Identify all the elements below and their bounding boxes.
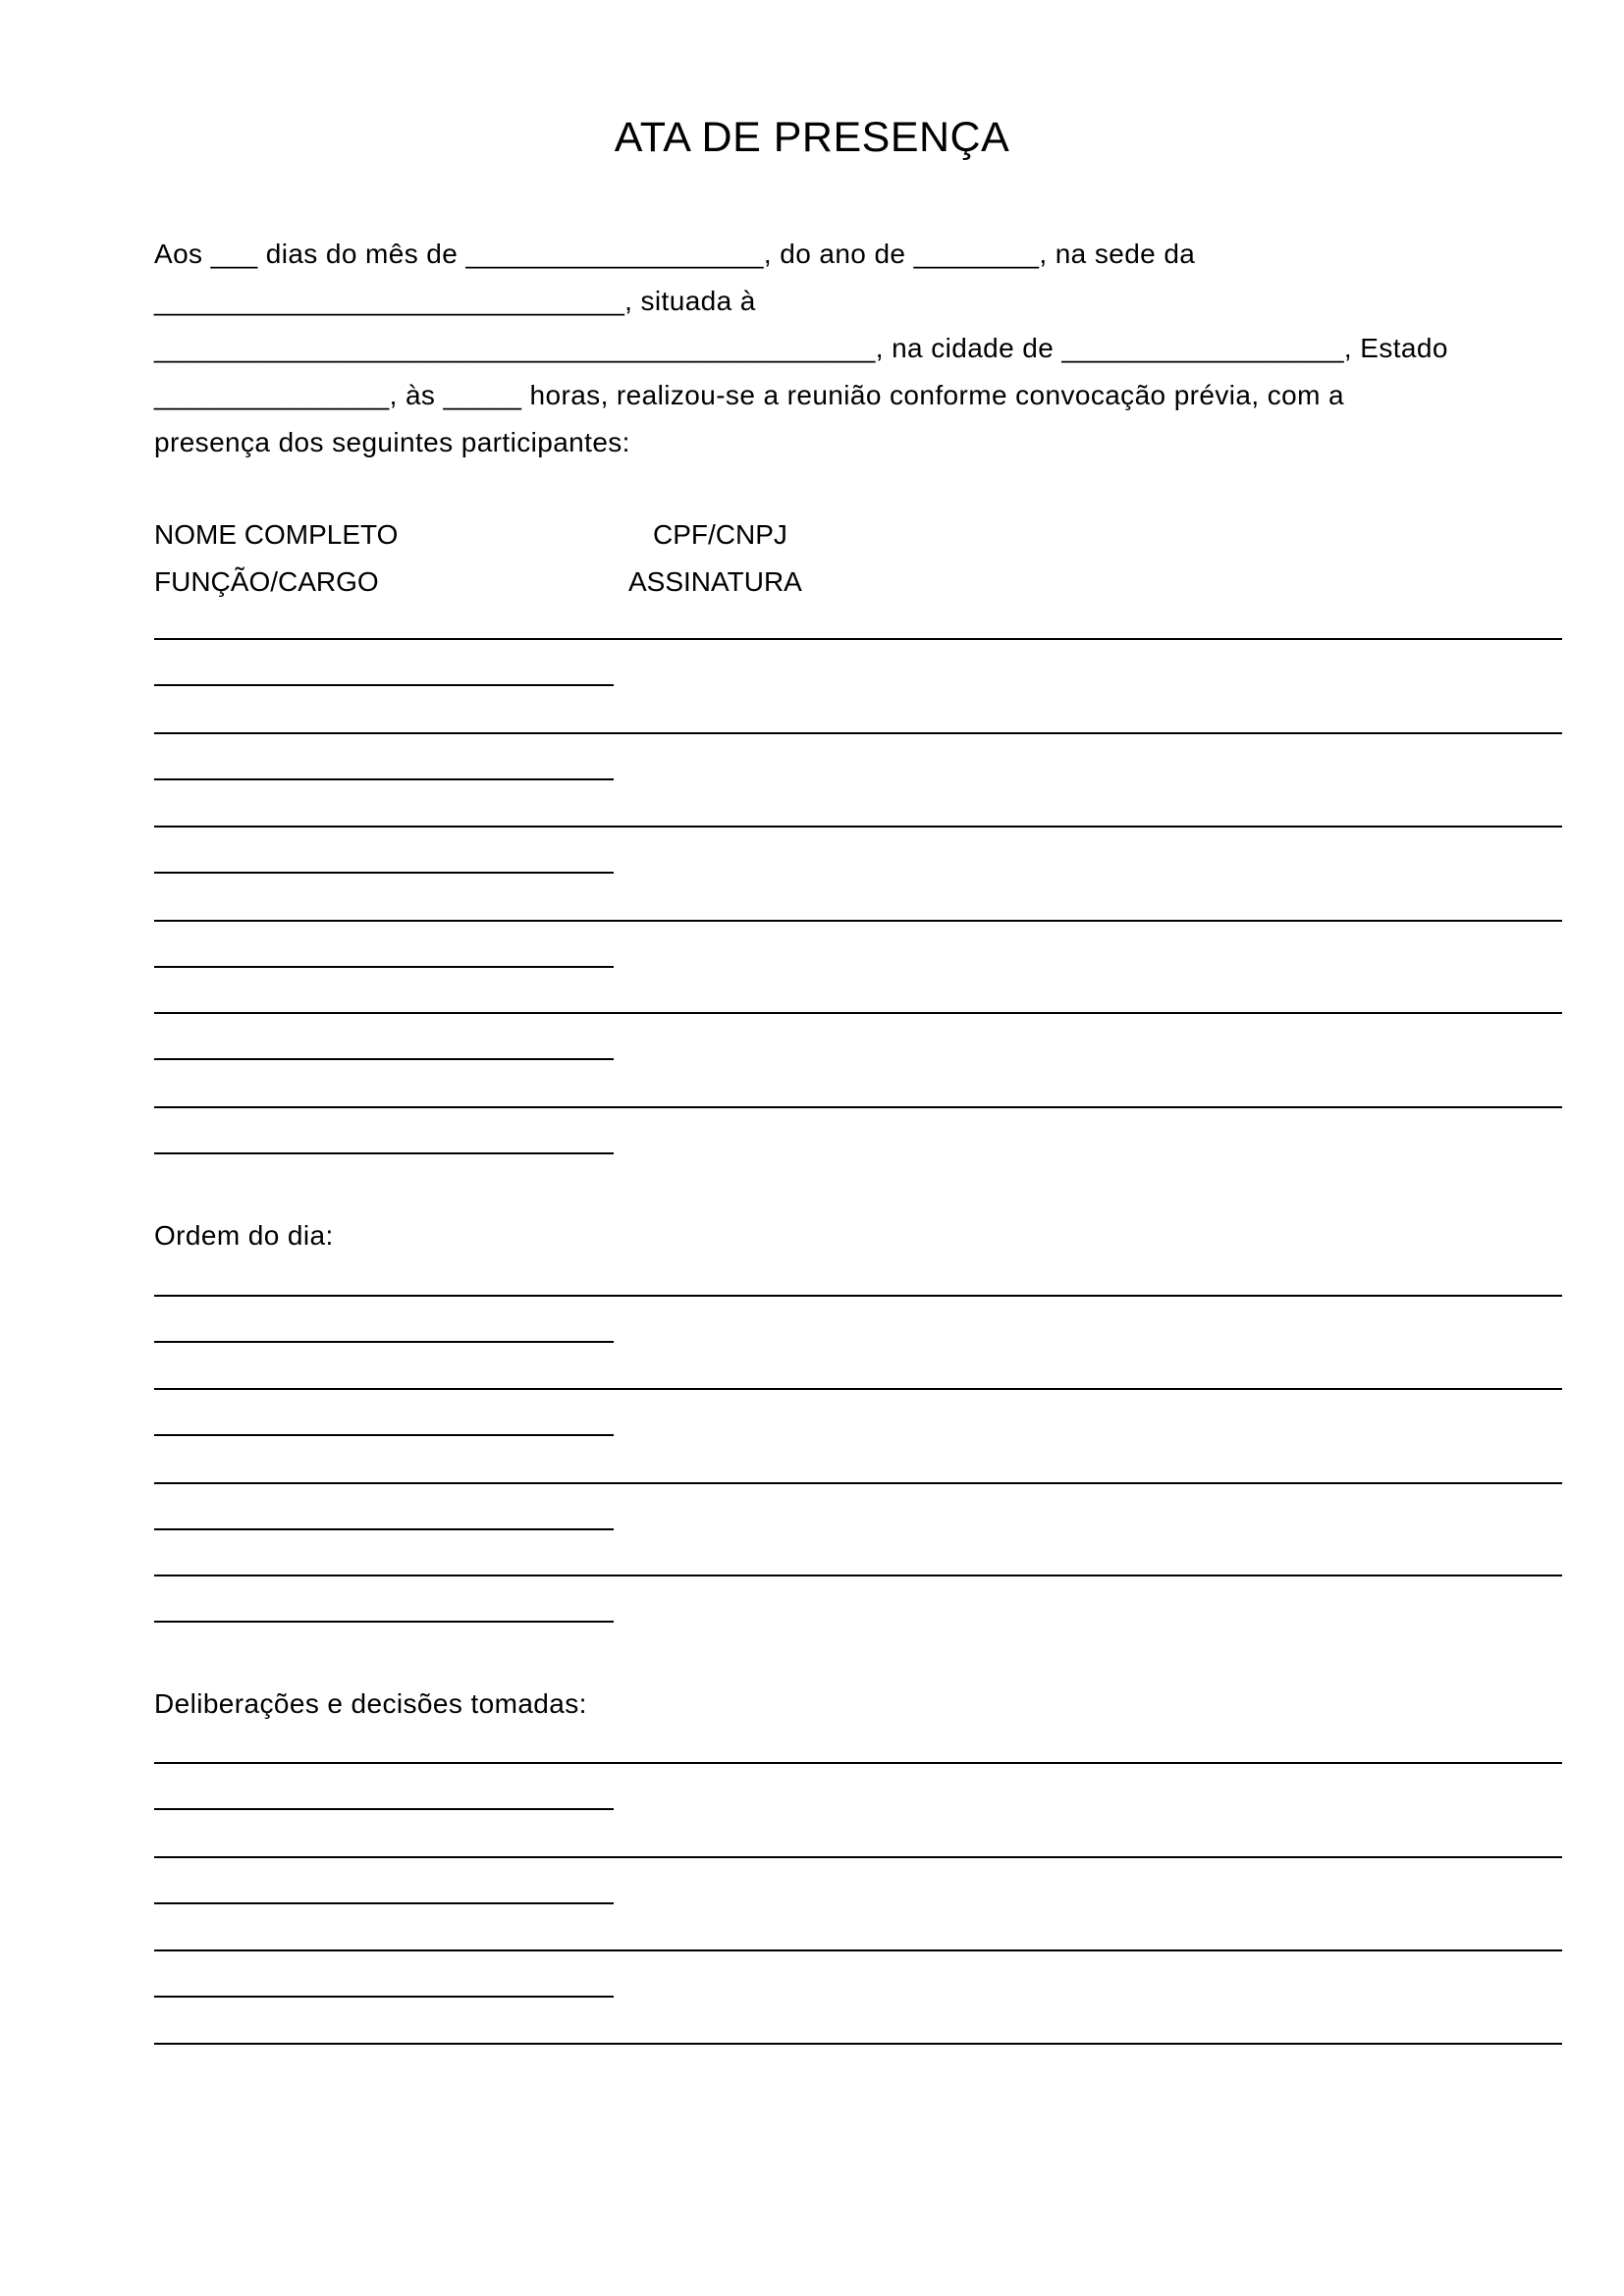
decisions-label: Deliberações e decisões tomadas: xyxy=(154,1688,587,1719)
column-header-id: CPF/CNPJ xyxy=(653,519,787,550)
agenda-line xyxy=(154,1528,614,1530)
participant-line xyxy=(154,1012,1562,1014)
participant-line xyxy=(154,826,1562,828)
participant-line xyxy=(154,638,1562,640)
agenda-line xyxy=(154,1575,1562,1576)
intro-line-5: presença dos seguintes participantes: xyxy=(154,427,630,457)
column-header-signature: ASSINATURA xyxy=(628,566,802,597)
participant-line xyxy=(154,1152,614,1154)
agenda-line xyxy=(154,1388,1562,1390)
agenda-line xyxy=(154,1434,614,1436)
agenda-line xyxy=(154,1621,614,1623)
participant-line xyxy=(154,732,1562,734)
participant-line xyxy=(154,872,614,874)
column-header-role: FUNÇÃO/CARGO xyxy=(154,566,379,597)
document-title: ATA DE PRESENÇA xyxy=(614,114,1010,161)
decision-line xyxy=(154,1808,614,1810)
agenda-label: Ordem do dia: xyxy=(154,1220,334,1251)
participant-line xyxy=(154,1058,614,1060)
decision-line xyxy=(154,1949,1562,1951)
decision-line xyxy=(154,2043,1562,2045)
participant-line xyxy=(154,778,614,780)
decision-line xyxy=(154,1902,614,1904)
participant-line xyxy=(154,920,1562,922)
intro-line-1: Aos ___ dias do mês de ___________________, do ano de ________, na sede da xyxy=(154,239,1196,269)
intro-line-3: ______________________________________________, na cidade de __________________, Estado xyxy=(154,333,1448,363)
agenda-line xyxy=(154,1482,1562,1484)
agenda-line xyxy=(154,1295,1562,1297)
decision-line xyxy=(154,1762,1562,1764)
decision-line xyxy=(154,1996,614,1998)
intro-line-4: _______________, às _____ horas, realizou-se a reunião conforme convocação prévia, com a xyxy=(154,380,1344,410)
column-header-name: NOME COMPLETO xyxy=(154,519,399,550)
agenda-line xyxy=(154,1341,614,1343)
participant-line xyxy=(154,1106,1562,1108)
intro-line-2: ______________________________, situada à xyxy=(154,286,756,316)
participant-line xyxy=(154,684,614,686)
decision-line xyxy=(154,1856,1562,1858)
participant-line xyxy=(154,966,614,968)
